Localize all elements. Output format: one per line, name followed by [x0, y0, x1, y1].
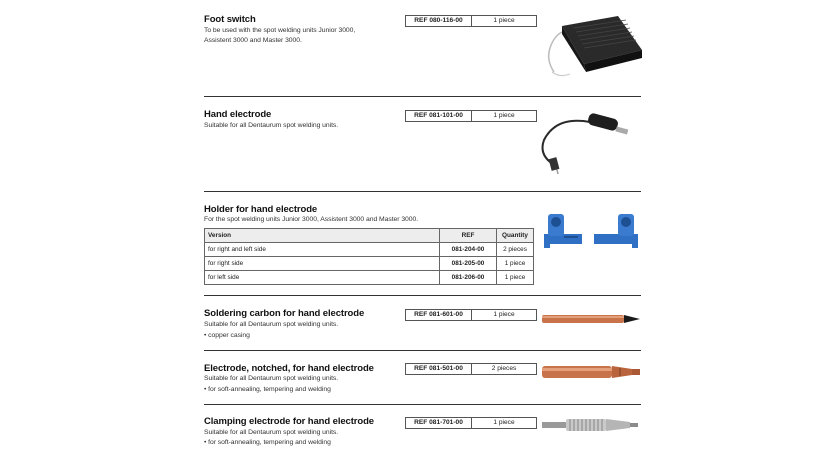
product-desc-line: • copper casing — [204, 332, 250, 339]
quantity: 1 piece — [493, 112, 515, 119]
quantity: 2 pieces — [491, 365, 517, 372]
version-table — [204, 228, 534, 285]
soldering-carbon-image — [540, 310, 650, 330]
column-header-ref: REF — [440, 229, 497, 243]
table-row — [205, 257, 534, 271]
notched-electrode-image — [540, 360, 650, 388]
column-header-quantity: Quantity — [497, 229, 534, 243]
product-title-clamping-electrode: Clamping electrode for hand electrode — [204, 416, 374, 427]
version-cell: for right and left side — [205, 243, 440, 257]
ref-number: REF 080-116-00 — [406, 16, 472, 26]
product-title-foot-switch: Foot switch — [204, 14, 256, 25]
quantity-cell: 1 piece — [497, 271, 534, 285]
section-divider — [204, 295, 641, 296]
column-header-version: Version — [205, 229, 440, 243]
ref-number: REF 081-501-00 — [406, 364, 472, 374]
ref-number: REF 081-601-00 — [406, 310, 472, 320]
product-title-notched-electrode: Electrode, notched, for hand electrode — [204, 363, 374, 374]
quantity: 1 piece — [493, 419, 515, 426]
product-desc-line: Suitable for all Dentaurum spot welding units. — [204, 321, 339, 328]
table-row — [205, 271, 534, 285]
ref-box — [405, 110, 537, 122]
section-divider — [204, 96, 641, 97]
product-title-soldering-carbon: Soldering carbon for hand electrode — [204, 308, 365, 319]
clamping-electrode-image — [540, 412, 650, 440]
product-desc-line: Suitable for all Dentaurum spot welding units. — [204, 429, 339, 436]
ref-box — [405, 363, 537, 375]
ref-number: REF 081-101-00 — [406, 111, 472, 121]
version-cell: for right side — [205, 257, 440, 271]
section-divider — [204, 404, 641, 405]
product-desc-line: Suitable for all Dentaurum spot welding units. — [204, 122, 339, 129]
hand-electrode-image — [536, 100, 636, 180]
ref-number: REF 081-701-00 — [406, 418, 472, 428]
product-desc-line: To be used with the spot welding units Junior 3000, — [204, 27, 356, 34]
product-desc-line: Suitable for all Dentaurum spot welding units. — [204, 375, 339, 382]
product-desc-line: • for soft-annealing, tempering and welding — [204, 439, 331, 446]
product-desc-line: Assistent 3000 and Master 3000. — [204, 37, 302, 44]
ref-cell: 081-206-00 — [440, 271, 497, 285]
quantity-cell: 1 piece — [497, 257, 534, 271]
table-row — [205, 243, 534, 257]
holder-image — [540, 208, 650, 252]
table-header-row — [205, 229, 534, 243]
ref-box — [405, 309, 537, 321]
ref-cell: 081-204-00 — [440, 243, 497, 257]
quantity: 1 piece — [493, 311, 515, 318]
ref-box — [405, 417, 537, 429]
section-divider — [204, 350, 641, 351]
quantity: 1 piece — [493, 17, 515, 24]
product-desc-line: For the spot welding units Junior 3000, Assistent 3000 and Master 3000. — [204, 216, 419, 223]
quantity-cell: 2 pieces — [497, 243, 534, 257]
product-title-hand-electrode: Hand electrode — [204, 109, 272, 120]
product-desc-line: • for soft-annealing, tempering and welding — [204, 386, 331, 393]
version-cell: for left side — [205, 271, 440, 285]
ref-box — [405, 15, 537, 27]
section-divider — [204, 191, 641, 192]
foot-switch-image — [540, 10, 650, 80]
ref-cell: 081-205-00 — [440, 257, 497, 271]
product-title-holder: Holder for hand electrode — [204, 204, 318, 215]
